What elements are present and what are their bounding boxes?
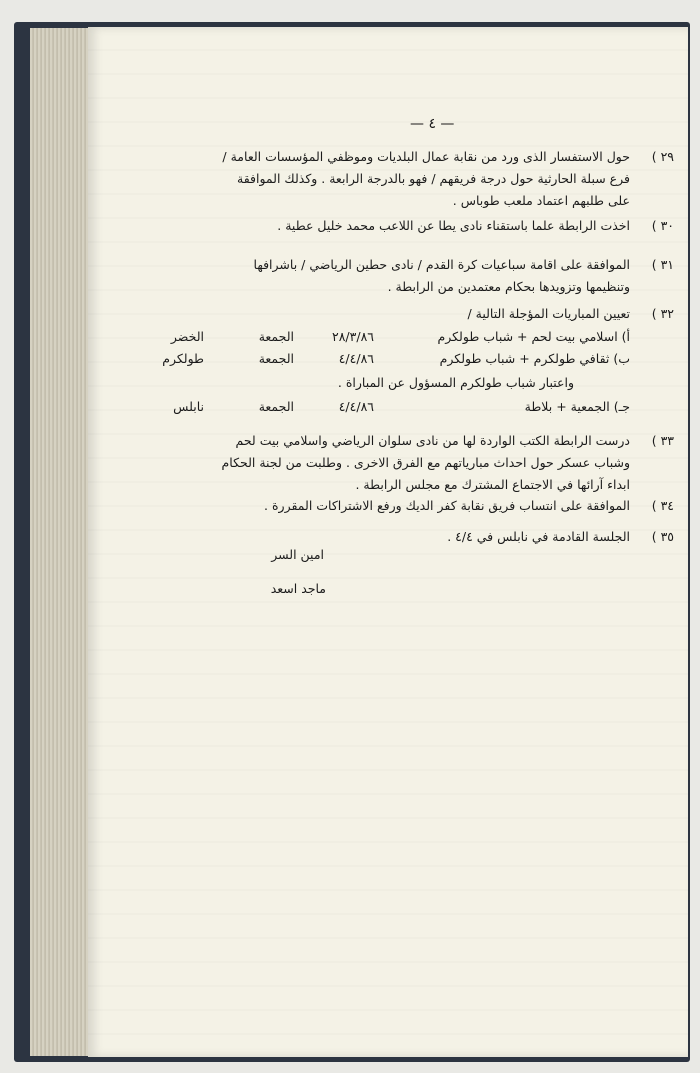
item-number: ٣٣ ) bbox=[651, 433, 674, 448]
fixture-venue: طولكرم bbox=[162, 351, 204, 366]
item-line: اخذت الرابطة علما باستقناء نادى يطا عن اللاعب محمد خليل عطية . bbox=[277, 218, 630, 233]
item-line: الموافقة على انتساب فريق نقابة كفر الديك ورفع الاشتراكات المقررة . bbox=[264, 498, 630, 513]
fixture-day: الجمعة bbox=[258, 329, 294, 344]
fixture-venue: نابلس bbox=[173, 399, 204, 414]
minute-item-31 bbox=[114, 254, 674, 298]
item-line: تعيين المباريات المؤجلة التالية / bbox=[467, 306, 630, 321]
minute-item-32 bbox=[114, 303, 674, 325]
fixture-date: ٤/٤/٨٦ bbox=[338, 351, 374, 366]
fixture-day: الجمعة bbox=[258, 399, 294, 414]
item-number: ٣٠ ) bbox=[651, 218, 674, 233]
item-line: درست الرابطة الكتب الواردة لها من نادى سلوان الرياضي واسلامي بيت لحم bbox=[235, 433, 630, 448]
fixture-date: ٤/٤/٨٦ bbox=[338, 399, 374, 414]
minute-item-33 bbox=[114, 430, 674, 496]
fixture-venue: الخضر bbox=[170, 329, 204, 344]
item-line: الجلسة القادمة في نابلس في ٤/٤ . bbox=[447, 529, 630, 544]
item-line: وشباب عسكر حول احداث مبارياتهم مع الفرق الاخرى . وطلبت من لجنة الحكام bbox=[221, 455, 630, 470]
fixture-row bbox=[114, 348, 674, 370]
signature-name: ماجد اسعد bbox=[270, 581, 326, 596]
minute-item-30 bbox=[114, 215, 674, 237]
item-line: الموافقة على اقامة سباعيات كرة القدم / نادى حطين الرياضي / باشرافها bbox=[253, 257, 630, 272]
fixture-teams: أ) اسلامي بيت لحم + شباب طولكرم bbox=[437, 329, 630, 344]
item-number: ٣٤ ) bbox=[651, 498, 674, 513]
minute-item-35 bbox=[114, 526, 674, 548]
page-number: — ٤ — bbox=[410, 116, 455, 132]
fixture-note-text: واعتبار شباب طولكرم المسؤول عن المباراة . bbox=[337, 375, 574, 390]
fixture-teams: ب) ثقافي طولكرم + شباب طولكرم bbox=[439, 351, 630, 366]
item-line: ابداء آرائها في الاجتماع المشترك مع مجلس الرابطة . bbox=[355, 477, 630, 492]
minute-item-34 bbox=[114, 495, 674, 517]
item-line: فرع سبلة الحارثية حول درجة فريقهم / فهو بالدرجة الرابعة . وكذلك الموافقة bbox=[237, 171, 630, 186]
fixture-teams: جـ) الجمعية + بلاطة bbox=[524, 399, 630, 414]
item-number: ٢٩ ) bbox=[651, 149, 674, 164]
fixture-day: الجمعة bbox=[258, 351, 294, 366]
minute-item-29 bbox=[114, 146, 674, 212]
fixture-row bbox=[114, 326, 674, 348]
item-number: ٣٥ ) bbox=[651, 529, 674, 544]
item-line: حول الاستفسار الذى ورد من نقابة عمال البلديات وموظفي المؤسسات العامة / bbox=[222, 149, 630, 164]
fixture-date: ٢٨/٣/٨٦ bbox=[332, 329, 374, 344]
item-line: وتنظيمها وتزويدها بحكام معتمدين من الرابطة . bbox=[387, 279, 630, 294]
item-line: على طلبهم اعتماد ملعب طوباس . bbox=[452, 193, 630, 208]
signature-title: امين السر bbox=[271, 547, 324, 562]
item-number: ٣١ ) bbox=[651, 257, 674, 272]
item-number: ٣٢ ) bbox=[651, 306, 674, 321]
fixture-row bbox=[114, 396, 674, 418]
fixture-note bbox=[114, 372, 674, 394]
